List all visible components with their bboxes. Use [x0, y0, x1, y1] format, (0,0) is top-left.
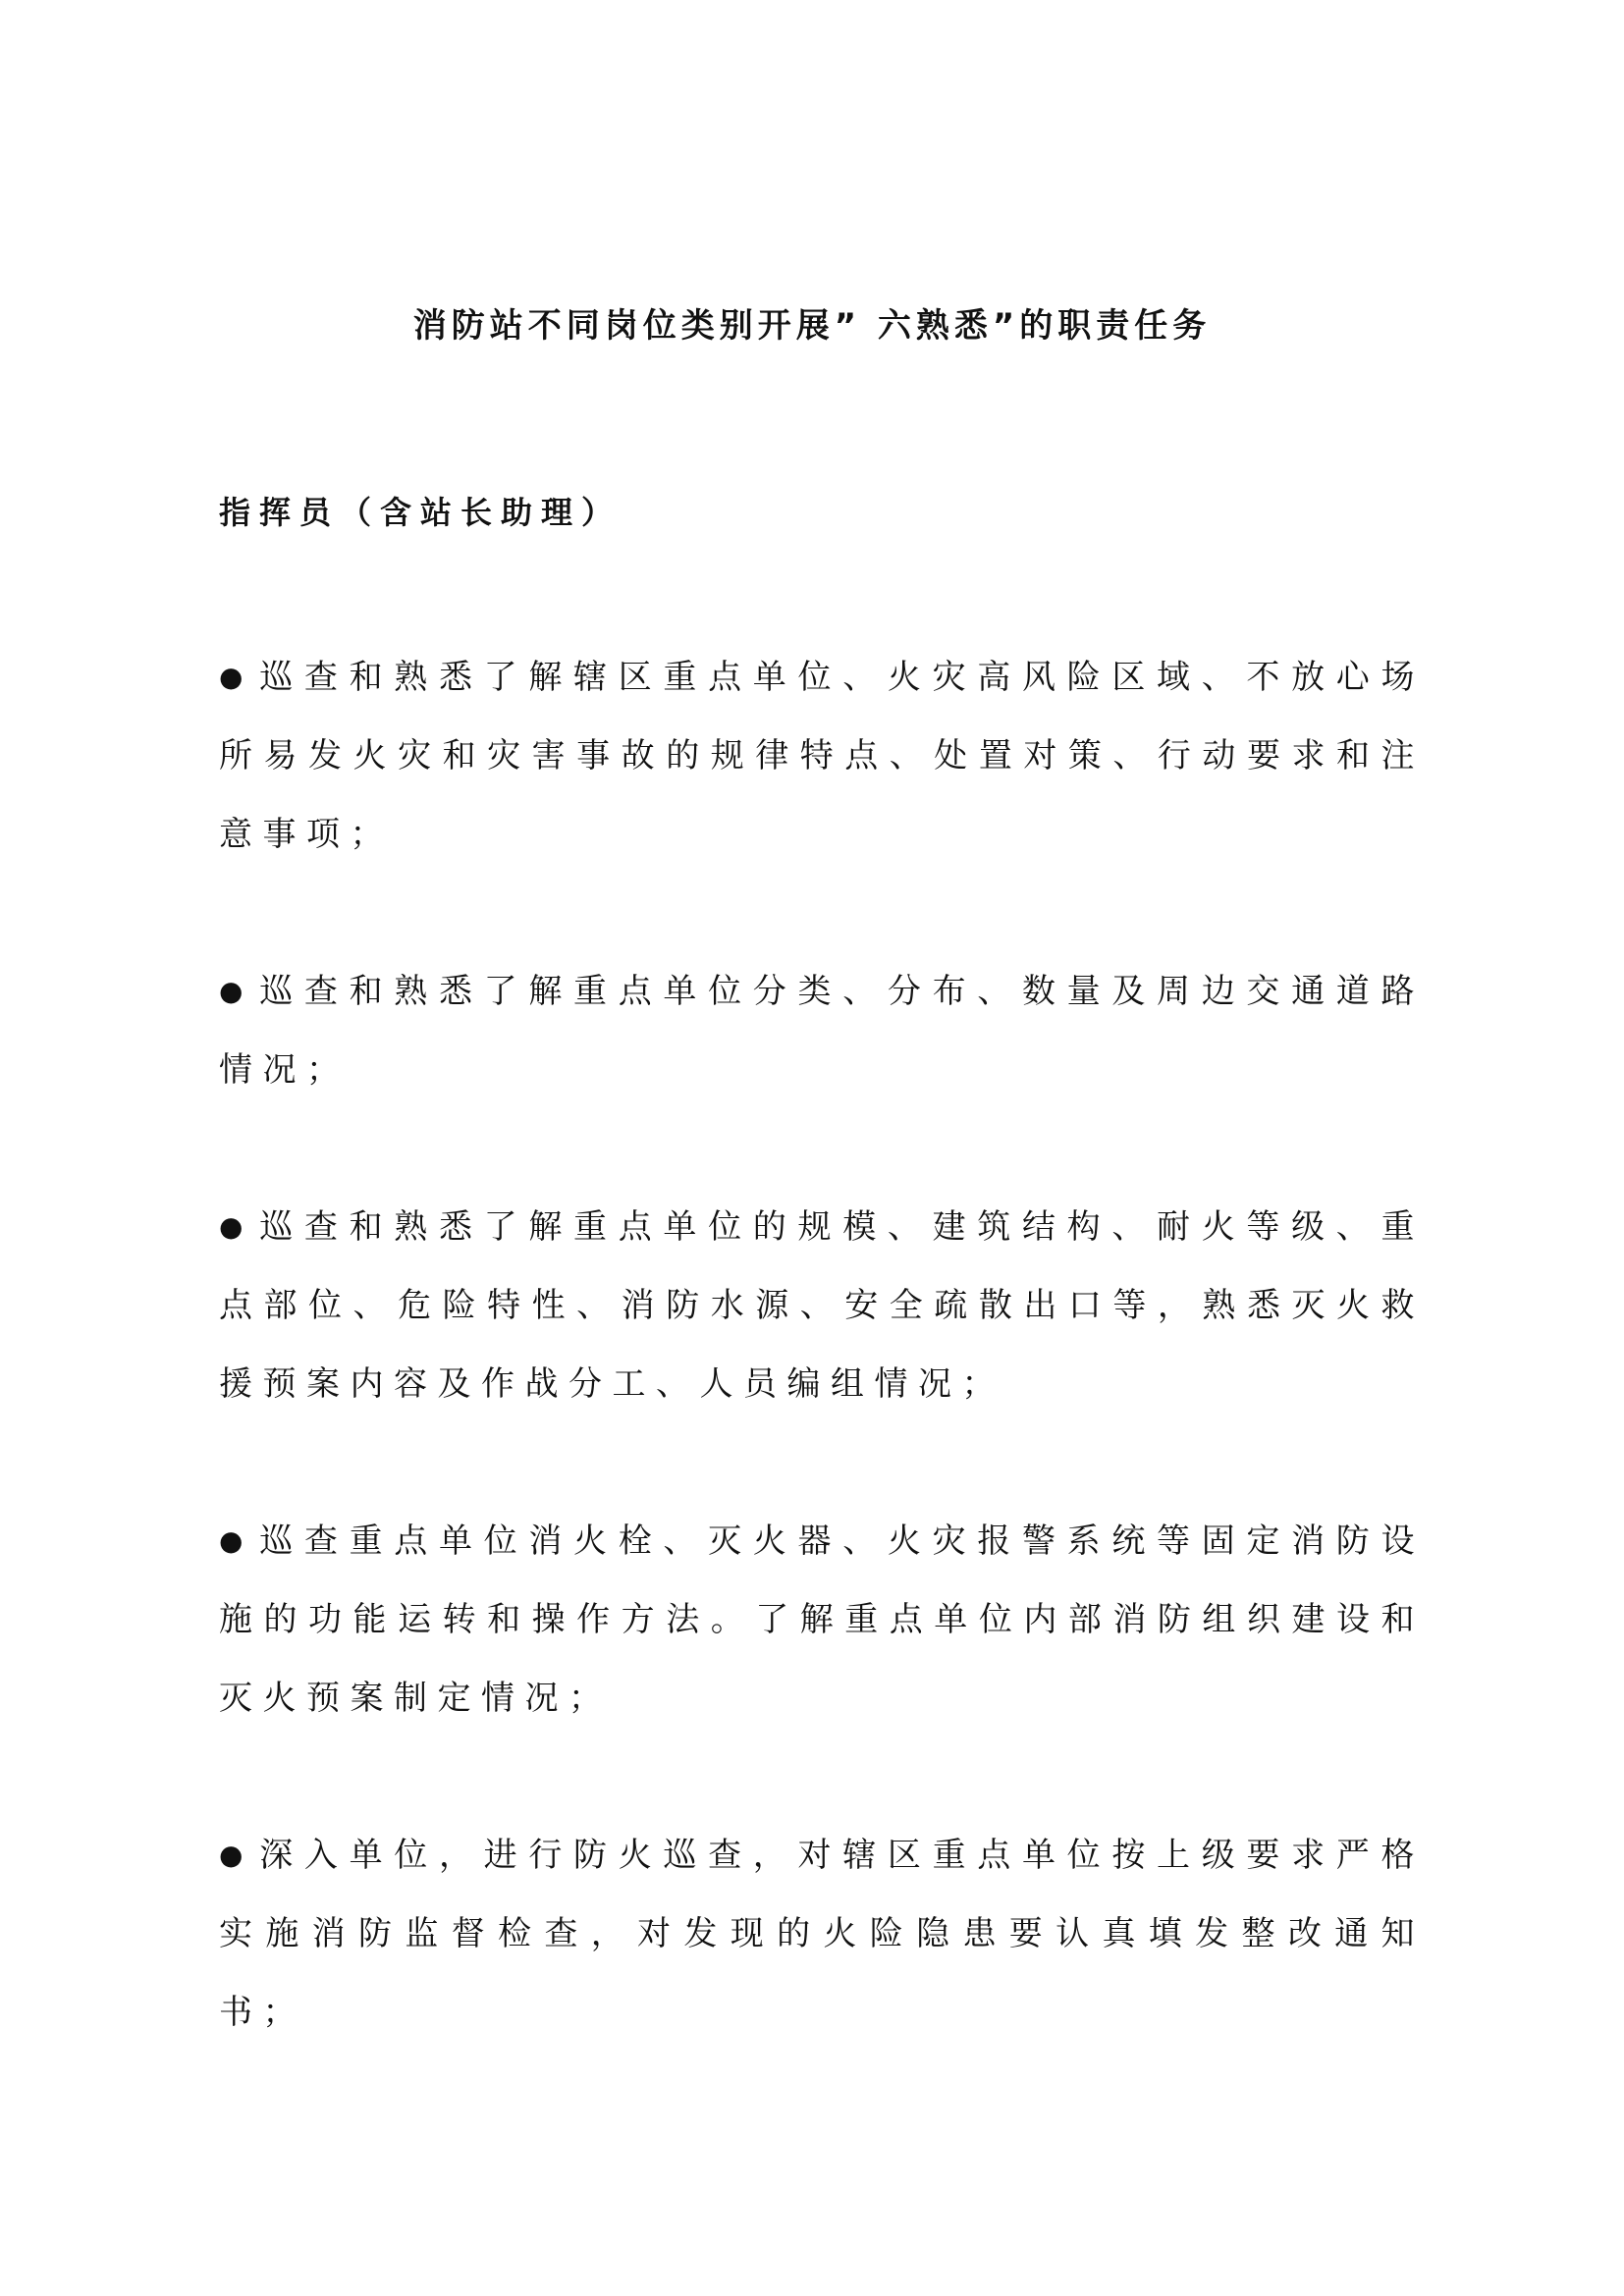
list-item-text: 巡查重点单位消火栓、灭火器、火灾报警系统等固定消防设施的功能运转和操作方法。了解重点单位内部消防组织建设和灭火预案制定情况； — [219, 1522, 1425, 1718]
list-item — [219, 1502, 1425, 1737]
document-title: 消防站不同岗位类别开展” 六熟悉”的职责任务 — [412, 306, 1212, 346]
duty-list — [219, 638, 1425, 2130]
bullet-icon: ● — [219, 1524, 244, 1557]
list-item-text: 深入单位，进行防火巡查，对辖区重点单位按上级要求严格实施消防监督检查，对发现的火险隐患要认真填发整改通知书； — [219, 1836, 1425, 2032]
bullet-icon: ● — [219, 1839, 244, 1871]
list-item — [219, 1188, 1425, 1423]
list-item — [219, 638, 1425, 874]
list-item — [219, 952, 1425, 1109]
bullet-icon: ● — [219, 975, 244, 1007]
bullet-icon: ● — [219, 661, 244, 693]
list-item-text: 巡查和熟悉了解辖区重点单位、火灾高风险区域、不放心场所易发火灾和灾害事故的规律特点、处置对策、行动要求和注意事项； — [219, 658, 1425, 854]
list-item-text: 巡查和熟悉了解重点单位的规模、建筑结构、耐火等级、重点部位、危险特性、消防水源、安全疏散出口等，熟悉灭火救援预案内容及作战分工、人员编组情况； — [219, 1207, 1425, 1404]
list-item-text: 巡查和熟悉了解重点单位分类、分布、数量及周边交通道路情况； — [219, 972, 1425, 1090]
bullet-icon: ● — [219, 1210, 244, 1243]
section-heading: 指挥员（含站长助理） — [219, 494, 623, 531]
list-item — [219, 1816, 1425, 2052]
